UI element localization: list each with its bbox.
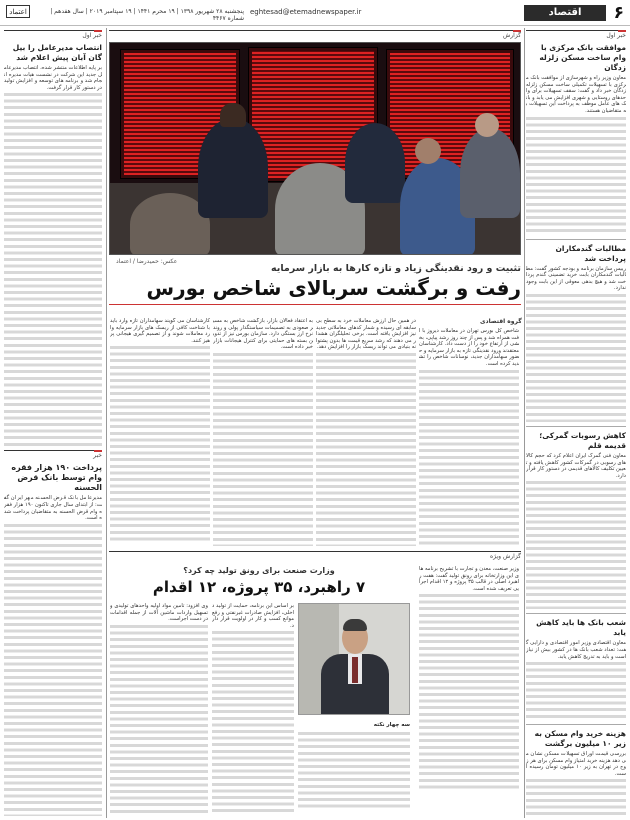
article-kicker: تثبیت و رود نقدینگی زیاد و تازه کارها به بازار سرمایه [271, 263, 521, 274]
news-body: بر پایه اطلاعات منتشر شده، انتصاب مدیرعامل جدید این شرکت در نشست هیات مدیره انجام شد و برنامه های توسعه و افزایش تولید در دستور کار قرار گرفت. [4, 65, 102, 91]
stock-exchange-photo [109, 42, 521, 255]
article-headline: رفت و برگشت سربالای شاخص بورس [146, 276, 521, 300]
news-body: مدیرعامل بانک قرض الحسنه مهر ایران گفت: از ابتدای سال جاری تاکنون ۱۹۰ هزار فقره وام قرض الحسنه به متقاضیان پرداخت شده است. [4, 495, 102, 522]
article-kicker: وزارت صنعت برای رونق تولید چه کرد؟ [183, 566, 335, 575]
news-headline: انتصاب مدیرعامل را بیل گان آبان پیش اعلام شد [12, 43, 102, 62]
article-column: شاخص کل بورس تهران در معاملات دیروز با افت همراه شد و پس از چند روز رشد پیاپی، بخشی از ارتفاع خود را از دست داد. کارشناسان معتقدند ورود نقدینگی تازه به بازار سرمایه و حضور سهامداران جدید، نوسانات شاخص را تشدید کرده است. [419, 318, 519, 546]
article-byline: گروه اقتصادی [480, 318, 522, 325]
website-address: eghtesad@etemadnewspaper.ir [250, 8, 362, 16]
minister-portrait-photo [298, 603, 410, 715]
news-headline: مطالبات گندمکاران پرداخت شد [555, 243, 626, 263]
article-subhead: سه چهار نکته [373, 722, 410, 728]
right-news-column: خبر اول موافقت بانک مرکزی با وام ساخت مسکن زلزله زدگان معاون وزیر راه و شهرسازی از موافقت بانک مرکزی با تسهیلات تکمیلی ساخت مسکن زلزله زدگان خبر داد و گفت: سقف تسهیلات برای واحدهای روستایی و شهری افزایش می یابد و بانک های عامل موظف به پرداخت این تسهیلات به متقاضیان هستند. مطالبات گندمکاران پرداخت شد رییس سازمان برنامه و بودجه کشور گفت: مطالبات گندمکاران بابت خرید تضمینی گندم پرداخت شد و هیچ بدهی معوقی از این بابت وجود ندارد. کاهش رسوبات گمرکی؛ قدیمه قلم معاون فنی گمرک ایران اعلام کرد که حجم کالاهای رسوبی در گمرکات کشور کاهش یافته و تعیین تکلیف کالاهای قدیمی در دستور کار قرار دارد. شعب بانک ها باید کاهش یابد معاون اقتصادی وزیر امور اقتصادی و دارایی گفت: تعداد شعب بانک ها در کشور بیش از نیاز است و باید به تدریج کاهش یابد. هزینه خرید وام مسکن به زیر ۱۰ میلیون برگشت بررسی قیمت اوراق تسهیلات مسکن نشان می دهد هزینه خرید امتیاز وام مسکن برای هر زوج در تهران به زیر ۱۰ میلیون تومان رسیده است. [526, 30, 626, 816]
news-body-filler [526, 479, 626, 609]
article-headline: ۷ راهبرد، ۳۵ پروژه، ۱۲ اقدام [152, 578, 366, 596]
news-body: رییس سازمان برنامه و بودجه کشور گفت: مطالبات گندمکاران بابت خرید تضمینی گندم پرداخت شد و هیچ بدهی معوقی از این بابت وجود ندارد. [526, 265, 626, 292]
article-column: بر اساس این برنامه، حمایت از تولید داخلی، افزایش صادرات غیرنفتی و رفع موانع کسب و کار در اولویت قرار دارد. [212, 603, 294, 816]
article-column: کارشناسان می گویند سهامداران تازه وارد باید با شناخت کافی از ریسک های بازار سرمایه وارد معاملات شوند و از تصمیم گیری هیجانی پرهیز کنند. [110, 318, 210, 546]
news-headline: کاهش رسوبات گمرکی؛ قدیمه قلم [539, 430, 626, 450]
page-header [0, 0, 630, 26]
news-body: معاون وزیر راه و شهرسازی از موافقت بانک مرکزی با تسهیلات تکمیلی ساخت مسکن زلزله زدگان خبر داد و گفت: سقف تسهیلات برای واحدهای روستایی و شهری افزایش می یابد و بانک های عامل موظف به پرداخت این تسهیلات به متقاضیان هستند. [526, 75, 626, 114]
section-label: اقتصاد [524, 5, 606, 21]
section-tag: گزارش [109, 30, 521, 40]
article-column: وزیر صنعت، معدن و تجارت با تشریح برنامه های این وزارتخانه برای رونق تولید گفت: هفت راهبرد اصلی در قالب ۳۵ پروژه و ۱۲ اقدام اجرایی تعریف شده است. [419, 566, 519, 816]
news-headline: پرداخت ۱۹۰ هزار فقره وام توسط بانک قرض الحسنه [11, 463, 102, 493]
news-body-filler [526, 292, 626, 422]
left-news-column: خبر اول انتصاب مدیرعامل را بیل گان آبان پیش اعلام شد بر پایه اطلاعات منتشر شده، انتصاب مدیرعامل جدید این شرکت در نشست هیات مدیره انجام شد و برنامه های توسعه و افزایش تولید در دستور کار قرار گرفت. خبر پرداخت ۱۹۰ هزار فقره وام توسط بانک قرض الحسنه مدیرعامل بانک قرض الحسنه مهر ایران گفت: از ابتدای سال جاری تاکنون ۱۹۰ هزار فقره وام قرض الحسنه به متقاضیان پرداخت شده است. [4, 30, 102, 816]
column-rule [524, 28, 525, 818]
news-body-filler [526, 115, 626, 235]
page-number: ۶ [613, 3, 624, 23]
article-column: در همین حال ارزش معاملات خرد به سطح بی سابقه ای رسیده و شمار کدهای معاملاتی جدید نیز افزایش یافته است. برخی تحلیلگران هشدار می دهند که رشد سریع قیمت ها بدون پشتوانه بنیادی می تواند ریسک بازار را افزایش دهد. [316, 318, 416, 546]
article-column: به اعتقاد فعالان بازار، بازگشت شاخص به مسیر صعودی به تصمیمات سیاستگذار پولی و روند نرخ ارز بستگی دارد. سازمان بورس نیز از تدوین بسته های حمایتی برای کنترل هیجانات بازار خبر داده است. [213, 318, 313, 546]
section-tag: گزارش ویژه [109, 551, 521, 561]
news-body: معاون فنی گمرک ایران اعلام کرد که حجم کالاهای رسوبی در گمرکات کشور کاهش یافته و تعیین تکلیف کالاهای قدیمی در دستور کار قرار دارد. [526, 452, 626, 479]
column-rule [106, 28, 107, 818]
news-body-filler [4, 91, 102, 446]
newspaper-logo-icon: اعتماد [6, 5, 30, 18]
dateline: پنجشنبه ۲۸ شهریور ۱۳۹۸ | ۱۹ محرم ۱۴۴۱ | ۱۹ سپتامبر ۲۰۱۹ | سال هفدهم | شماره ۴۴۶۷ [50, 8, 244, 22]
news-body: معاون اقتصادی وزیر امور اقتصادی و دارایی گفت: تعداد شعب بانک ها در کشور بیش از نیاز است و باید به تدریج کاهش یابد. [526, 640, 626, 660]
news-body-filler [526, 660, 626, 720]
article-column [298, 720, 410, 816]
news-body-filler [526, 777, 626, 816]
news-headline: موافقت بانک مرکزی با وام ساخت مسکن زلزله زدگان [539, 43, 626, 72]
photo-credit: عکس: حمیدرضا / اعتماد [116, 258, 178, 265]
news-body: بررسی قیمت اوراق تسهیلات مسکن نشان می دهد هزینه خرید امتیاز وام مسکن برای هر زوج در تهران به زیر ۱۰ میلیون تومان رسیده است. [526, 751, 626, 777]
news-headline: شعب بانک ها باید کاهش یابد [536, 618, 626, 638]
news-headline: هزینه خرید وام مسکن به زیر ۱۰ میلیون برگشت [534, 729, 626, 749]
article-column: وی افزود: تامین مواد اولیه واحدهای تولیدی و تسهیل واردات ماشین آلات از جمله اقدامات در دست اجراست. [110, 603, 208, 816]
news-body-filler [4, 522, 102, 816]
